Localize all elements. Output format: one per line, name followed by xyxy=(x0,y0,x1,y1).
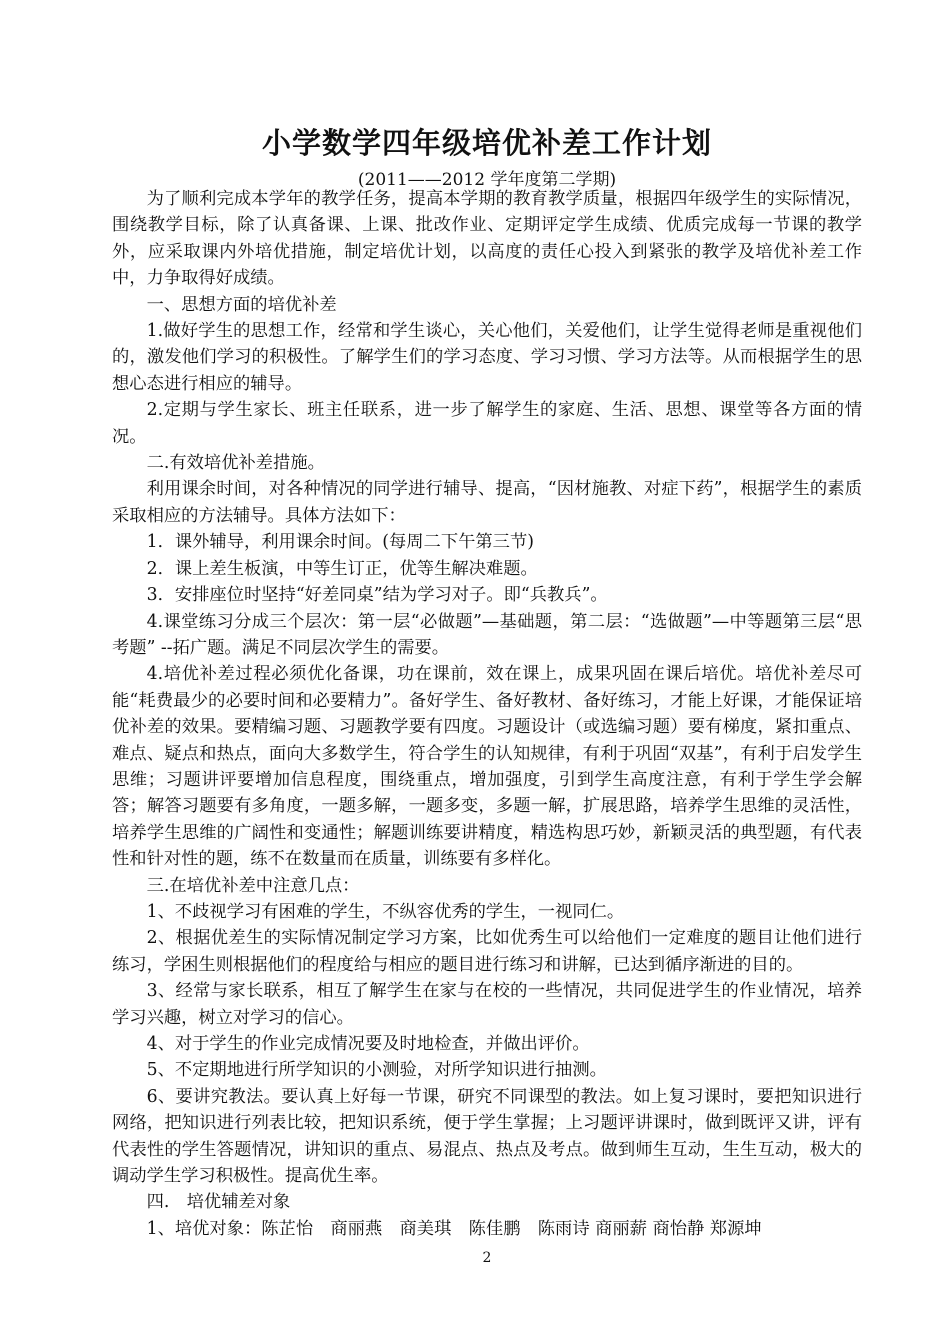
list-item: 1．课外辅导，利用课余时间。(每周二下午第三节) xyxy=(146,532,534,553)
list-item: 1、不歧视学习有困难的学生，不纵容优秀的学生，一视同仁。 xyxy=(146,901,625,922)
list-item: 5、不定期地进行所学知识的小测验，对所学知识进行抽测。 xyxy=(146,1060,607,1081)
document-subtitle: (2011——2012 学年度第二学期) xyxy=(357,170,617,190)
list-item: 3．安排座位时坚持“好差同桌”结为学习对子。即“兵教兵”。 xyxy=(146,585,608,606)
section-heading-1: 一、思想方面的培优补差 xyxy=(146,294,337,315)
paragraph: 1.做好学生的思想工作，经常和学生谈心，关心他们，关爱他们，让学生觉得老师是重视他们的，激发他们学习的积极性。了解学生们的学习态度、学习习惯、学习方法等。从而根据学生的思想心态进行相应的辅导。 xyxy=(112,321,862,394)
list-item: 2、根据优差生的实际情况制定学习方案，比如优秀生可以给他们一定难度的题目让他们进行练习，学困生则根据他们的程度给与相应的题目进行练习和讲解，已达到循序渐进的目的。 xyxy=(112,928,862,975)
list-item: 2．课上差生板演，中等生订正，优等生解决难题。 xyxy=(146,558,538,579)
intro-paragraph: 为了顺利完成本学年的教学任务，提高本学期的教育教学质量，根据四年级学生的实际情况，围绕教学目标，除了认真备课、上课、批改作业、定期评定学生成绩、优质完成每一节课的教学外，应采取课内外培优措施，制定培优计划，以高度的责任心投入到紧张的教学及培优补差工作中，力争取得好成绩。 xyxy=(112,189,862,289)
list-item: 4.课堂练习分成三个层次：第一层“必做题”—基础题，第二层：“选做题”—中等题第三层“思考题” --拓广题。满足不同层次学生的需要。 xyxy=(112,611,862,658)
paragraph: 2.定期与学生家长、班主任联系，进一步了解学生的家庭、生活、思想、课堂等各方面的情况。 xyxy=(112,400,862,447)
section-heading-3: 三.在培优补差中注意几点： xyxy=(146,875,360,896)
section-heading-2: 二.有效培优补差措施。 xyxy=(146,453,325,474)
list-item: 3、经常与家长联系，相互了解学生在家与在校的一些情况，共同促进学生的作业情况，培养学习兴趣，树立对学习的信心。 xyxy=(112,981,862,1028)
document-body xyxy=(112,186,862,1242)
document-title: 小学数学四年级培优补差工作计划 xyxy=(261,126,712,160)
student-list: 1、培优对象：陈芷怡 商丽燕 商美琪 陈佳鹏 陈雨诗 商丽薪 商怡静 郑源坤 xyxy=(146,1218,762,1239)
list-item: 6、要讲究教法。要认真上好每一节课，研究不同课型的教法。如上复习课时，要把知识进行网络，把知识进行列表比较，把知识系统，便于学生掌握；上习题评讲课时，做到既评又讲，评有代表性的学生答题情况，讲知识的重点、易混点、热点及考点。做到师生互动，生生互动，极大的调动学生学习积极性。提高优生率。 xyxy=(112,1086,862,1187)
paragraph: 4.培优补差过程必须优化备课，功在课前，效在课上，成果巩固在课后培优。培优补差尽可能“耗费最少的必要时间和必要精力”。备好学生、备好教材、备好练习，才能上好课，才能保证培优补差的效果。要精编习题、习题教学要有四度。习题设计（或选编习题）要有梯度，紧扣重点、难点、疑点和热点，面向大多数学生，符合学生的认知规律，有利于巩固“双基”，有利于启发学生思维；习题讲评要增加信息程度，围绕重点，增加强度，引到学生高度注意，有利于学生学会解答；解答习题要有多角度，一题多解，一题多变，多题一解，扩展思路，培养学生思维的灵活性，培养学生思维的广阔性和变通性；解题训练要讲精度，精选构思巧妙，新颖灵活的典型题，有代表性和针对性的题，练不在数量而在质量，训练要有多样化。 xyxy=(112,664,862,870)
list-item: 4、对于学生的作业完成情况要及时地检查，并做出评价。 xyxy=(146,1034,590,1054)
page-number: 2 xyxy=(482,1250,492,1266)
section-heading-4: 四. 培优辅差对象 xyxy=(146,1192,291,1213)
document-page xyxy=(112,0,862,1344)
paragraph: 利用课余时间，对各种情况的同学进行辅导、提高，“因材施教、对症下药”，根据学生的素质采取相应的方法辅导。具体方法如下： xyxy=(112,479,862,526)
